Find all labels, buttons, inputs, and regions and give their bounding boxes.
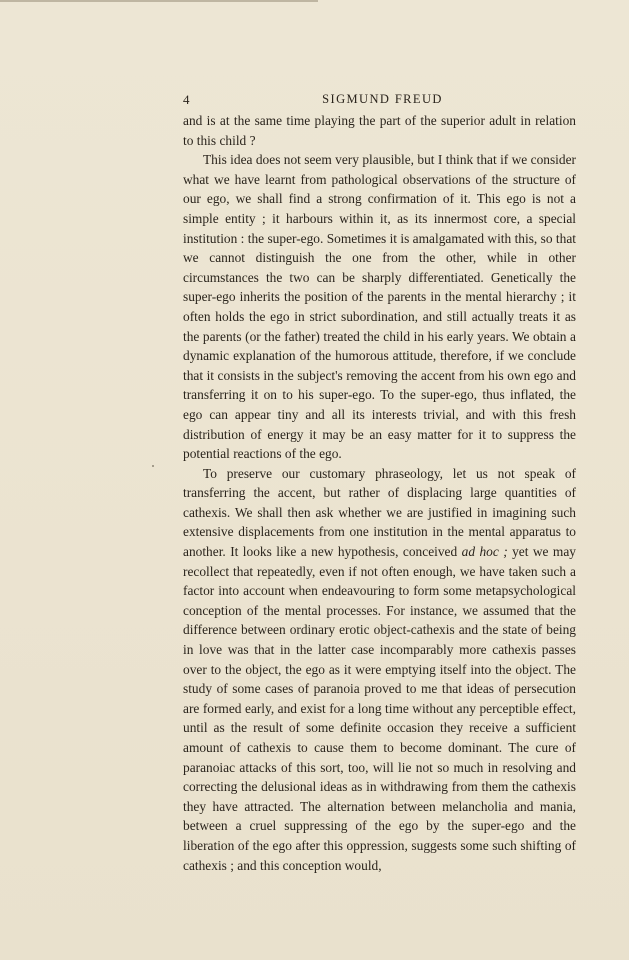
paragraph-cathexis-text-1: To preserve our customary phraseology, let us not speak of transferring the accent, but rather of displacing large quantities of cathexis. We shall then ask whether we are justified in imagining such extensive displacements from one institution in the mental apparatus to another. It looks like a new hypothesis, conceived xyxy=(183,465,576,560)
italic-ad-hoc: ad hoc ; xyxy=(461,544,508,560)
paragraph-continued: and is at the same time playing the part of the superior adult in relation to this child ? xyxy=(183,113,576,148)
page-number: 4 xyxy=(183,92,190,107)
paragraph-super-ego: This idea does not seem very plausible, but I think that if we consider what we have learnt from pathological observations of the structure of our ego, we shall find a strong confirmation of it. This ego is not a simple entity ; it harbours within it, as its innermost core, a special institution : the super-ego. Sometimes it is amalgamated with this, so that we cannot distinguish the one from the other, while in other circumstances the two can be sharply differentiated. Genetically the super-ego inherits the position of the parents in the mental hierarchy ; it often holds the ego in strict subordination, and still actually treats it as the parents (or the father) treated the child in his early years. We obtain a dynamic explanation of the humorous attitude, therefore, if we conclude that it consists in the subject's removing the accent from his own ego and transferring it on to his super-ego. To the super-ego, thus inflated, the ego can appear tiny and all its interests trivial, and with this fresh distribution of energy it may be an easy matter for it to suppress the potential reactions of the ego. xyxy=(183,152,576,462)
margin-speck xyxy=(152,465,154,467)
page-header xyxy=(183,92,576,110)
paragraph-cathexis-text-2: yet we may recollect that repeatedly, even if not often enough, we have taken such a factor into account when endeavouring to form some metapsychological conception of the mental processes. For instance, we assumed that the difference between ordinary erotic object-cathexis and the state of being in love was that in the latter case incomparably more cathexis passes over to the object, the ego as it were emptying itself into the object. The study of some cases of paranoia proved to me that ideas of persecution are formed early, and exist for a long time without any perceptible effect, until as the result of some definite occasion they receive a sufficient amount of cathexis to cause them to become dominant. The cure of paranoiac attacks of this sort, too, will lie not so much in resolving and correcting the delusional ideas as in withdrawing from them the cathexis they have attracted. The alternation between melancholia and mania, between a cruel suppressing of the ego by the super-ego and the liberation of the ego after this oppression, suggests some such shifting of cathexis ; and this conception would, xyxy=(183,544,576,873)
body-text xyxy=(183,111,576,875)
page-top-edge xyxy=(0,0,318,2)
running-head: SIGMUND FREUD xyxy=(322,92,443,106)
paragraph-cathexis xyxy=(183,464,576,875)
